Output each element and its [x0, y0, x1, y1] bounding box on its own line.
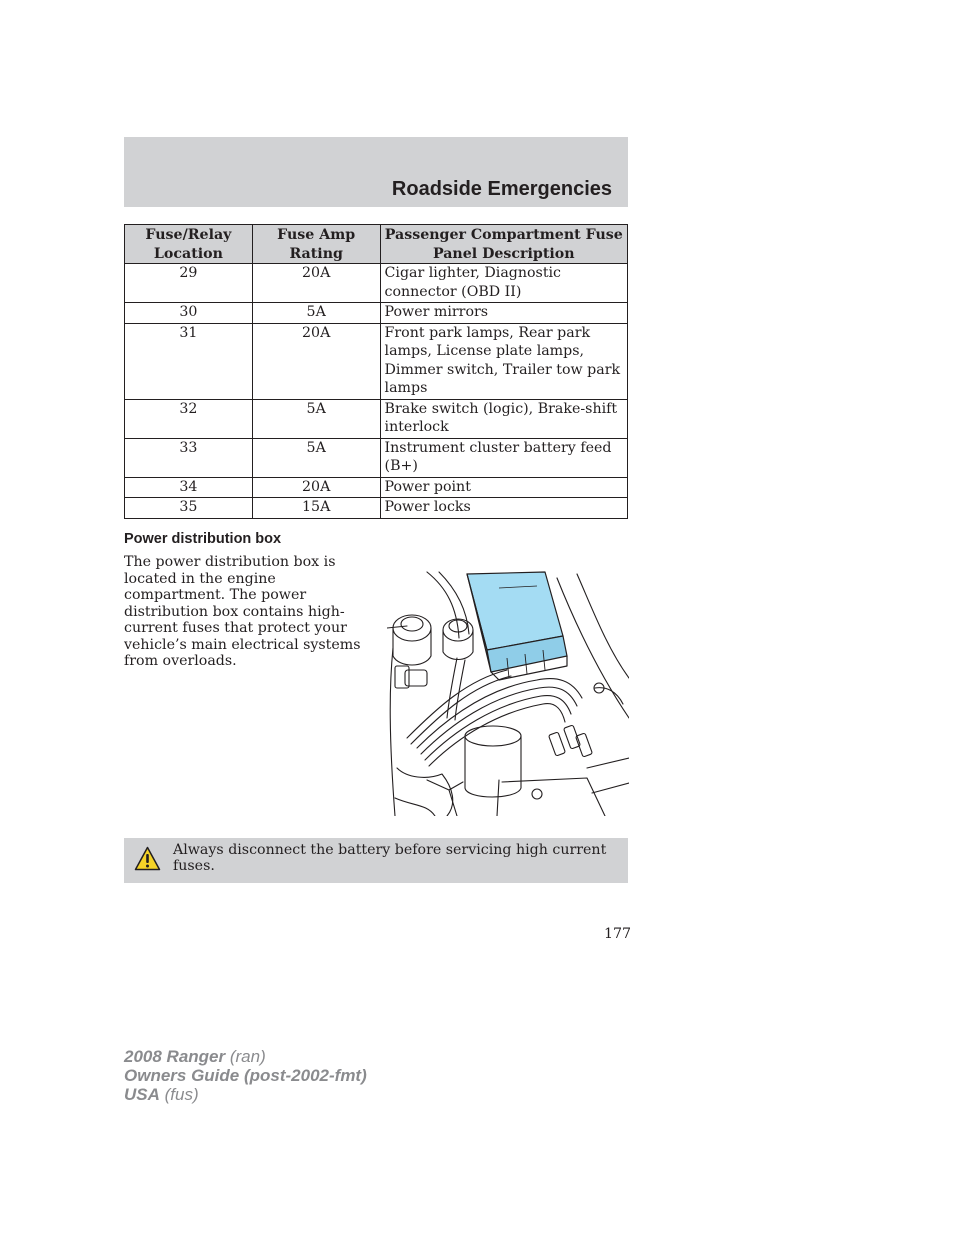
footer-line-3 [124, 1085, 367, 1104]
warning-box [124, 838, 628, 883]
fuse-rating: 5A [252, 303, 380, 324]
section-body-text: The power distribution box is located in the engine compartment. The power distribution box contains high-current fuses that protect your vehicle’s main electrical systems from overloads. [124, 554, 361, 669]
fuse-location: 31 [125, 323, 253, 399]
fuse-description: Brake switch (logic), Brake-shift interlock [380, 399, 627, 438]
fuse-rating: 20A [252, 323, 380, 399]
fuse-location: 30 [125, 303, 253, 324]
footer-line-2 [124, 1066, 367, 1085]
fuse-location: 34 [125, 477, 253, 498]
fuse-location: 35 [125, 498, 253, 519]
fuse-location: 32 [125, 399, 253, 438]
table-row [125, 498, 628, 519]
warning-triangle-icon [134, 846, 161, 871]
warning-text: Always disconnect the battery before servicing high current fuses. [173, 842, 607, 874]
fuse-description: Front park lamps, Rear park lamps, License plate lamps, Dimmer switch, Trailer tow park lamps [380, 323, 627, 399]
fuse-rating: 5A [252, 438, 380, 477]
power-distribution-box-illustration [387, 568, 629, 816]
fuse-rating: 15A [252, 498, 380, 519]
column-header-location: Fuse/Relay Location [125, 225, 253, 264]
section-heading: Power distribution box [124, 531, 282, 547]
fuse-table [124, 224, 628, 519]
footer [124, 1047, 367, 1104]
table-row [125, 303, 628, 324]
table-row [125, 399, 628, 438]
page-number: 177 [604, 926, 632, 942]
footer-market-code: (fus) [159, 1085, 199, 1104]
fuse-rating: 5A [252, 399, 380, 438]
column-header-rating: Fuse Amp Rating [252, 225, 380, 264]
header-band [124, 137, 628, 207]
table-row [125, 477, 628, 498]
fuse-description: Power locks [380, 498, 627, 519]
table-row [125, 264, 628, 303]
footer-model: 2008 Ranger [124, 1047, 226, 1066]
fuse-location: 33 [125, 438, 253, 477]
fuse-description: Power mirrors [380, 303, 627, 324]
fuse-location: 29 [125, 264, 253, 303]
page-title: Roadside Emergencies [391, 178, 612, 200]
footer-guide: Owners Guide (post-2002-fmt) [124, 1066, 367, 1085]
fuse-rating: 20A [252, 264, 380, 303]
fuse-description: Instrument cluster battery feed (B+) [380, 438, 627, 477]
column-header-description: Passenger Compartment Fuse Panel Description [380, 225, 627, 264]
table-row [125, 438, 628, 477]
fuse-description: Cigar lighter, Diagnostic connector (OBD II) [380, 264, 627, 303]
table-row [125, 323, 628, 399]
footer-market: USA [124, 1085, 160, 1104]
footer-line-1 [124, 1047, 367, 1066]
fuse-rating: 20A [252, 477, 380, 498]
fuse-description: Power point [380, 477, 627, 498]
footer-model-code: (ran) [225, 1047, 266, 1066]
table-header-row [125, 225, 628, 264]
